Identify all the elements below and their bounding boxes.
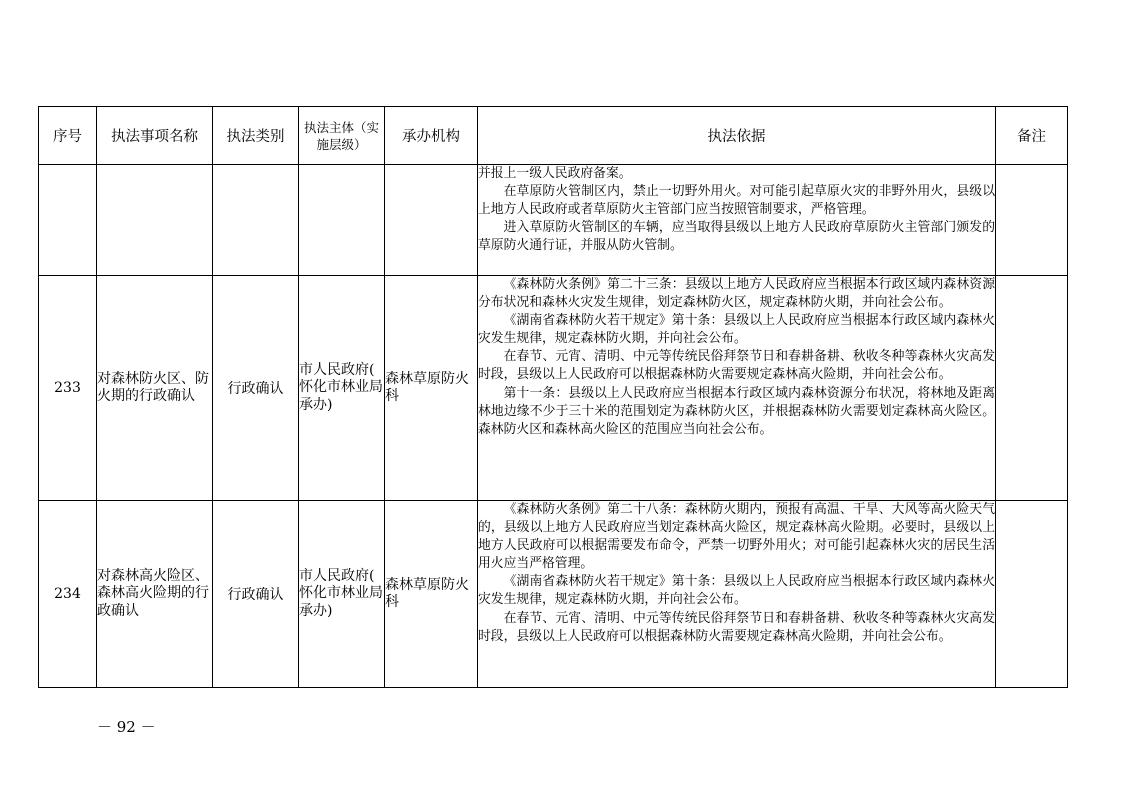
basis-paragraph: 在春节、元宵、清明、中元等传统民俗拜祭节日和春耕备耕、秋收冬种等森林火灾高发时段，县级以上人民政府可以根据森林防火需要规定森林高火险期，并向社会公布。 (478, 610, 995, 644)
table-row (39, 276, 1068, 501)
row-agency: 森林草原防火科 (385, 276, 478, 501)
page-number: － 92 － (97, 718, 156, 736)
row-category: 行政确认 (213, 276, 299, 501)
row-category (213, 165, 299, 276)
header-category: 执法类别 (213, 107, 299, 165)
row-basis (478, 501, 996, 688)
row-remarks (996, 165, 1068, 276)
row-subject (299, 165, 385, 276)
enforcement-table (38, 106, 1068, 688)
header-basis: 执法依据 (478, 107, 996, 165)
row-category: 行政确认 (213, 501, 299, 688)
basis-paragraph: 《森林防火条例》第二十三条：县级以上地方人民政府应当根据本行政区域内森林资源分布状况和森林火灾发生规律，划定森林防火区，规定森林防火期，并向社会公布。 (478, 277, 995, 311)
row-item-name (97, 165, 213, 276)
row-basis (478, 165, 996, 276)
basis-paragraph: 《森林防火条例》第二十八条：森林防火期内，预报有高温、干旱、大风等高火险天气的，县级以上地方人民政府应当划定森林高火险区，规定森林高火险期。必要时，县级以上地方人民政府可以根据需要发布命令，严禁一切野外用火；对可能引起森林火灾的居民生活用火应当严格管理。 (478, 502, 995, 572)
row-seq: 233 (39, 276, 97, 501)
row-basis (478, 276, 996, 501)
basis-paragraph: 《湖南省森林防火若干规定》第十条：县级以上人民政府应当根据本行政区域内森林火灾发生规律，规定森林防火期，并向社会公布。 (478, 574, 995, 608)
basis-paragraph: 《湖南省森林防火若干规定》第十条：县级以上人民政府应当根据本行政区域内森林火灾发生规律，规定森林防火期，并向社会公布。 (478, 313, 995, 347)
basis-paragraph: 第十一条：县级以上人民政府应当根据本行政区域内森林资源分布状况，将林地及距离林地边缘不少于三十米的范围划定为森林防火区，并根据森林防火需要划定森林高火险区。森林防火区和森林高火险区的范围应当向社会公布。 (478, 385, 995, 437)
table-row (39, 165, 1068, 276)
row-seq: 234 (39, 501, 97, 688)
row-agency: 森林草原防火科 (385, 501, 478, 688)
table-row (39, 501, 1068, 688)
header-row (39, 107, 1068, 165)
row-subject: 市人民政府( 怀化市林业局承办) (299, 276, 385, 501)
basis-paragraph: 进入草原防火管制区的车辆，应当取得县级以上地方人民政府草原防火主管部门颁发的草原防火通行证，并服从防火管制。 (478, 220, 995, 254)
row-agency (385, 165, 478, 276)
row-seq (39, 165, 97, 276)
header-seq: 序号 (39, 107, 97, 165)
header-item-name: 执法事项名称 (97, 107, 213, 165)
row-subject: 市人民政府( 怀化市林业局承办) (299, 501, 385, 688)
header-agency: 承办机构 (385, 107, 478, 165)
basis-paragraph: 在春节、元宵、清明、中元等传统民俗拜祭节日和春耕备耕、秋收冬种等森林火灾高发时段，县级以上人民政府可以根据森林防火需要规定森林高火险期，并向社会公布。 (478, 349, 995, 383)
basis-paragraph: 并报上一级人民政府备案。 (478, 166, 632, 181)
header-remarks: 备注 (996, 107, 1068, 165)
row-remarks (996, 276, 1068, 501)
basis-paragraph: 在草原防火管制区内，禁止一切野外用火。对可能引起草原火灾的非野外用火，县级以上地方人民政府或者草原防火主管部门应当按照管制要求，严格管理。 (478, 184, 995, 218)
row-item-name: 对森林高火险区、森林高火险期的行政确认 (97, 501, 213, 688)
header-subject: 执法主体（实施层级） (299, 107, 385, 165)
row-remarks (996, 501, 1068, 688)
row-item-name: 对森林防火区、防火期的行政确认 (97, 276, 213, 501)
